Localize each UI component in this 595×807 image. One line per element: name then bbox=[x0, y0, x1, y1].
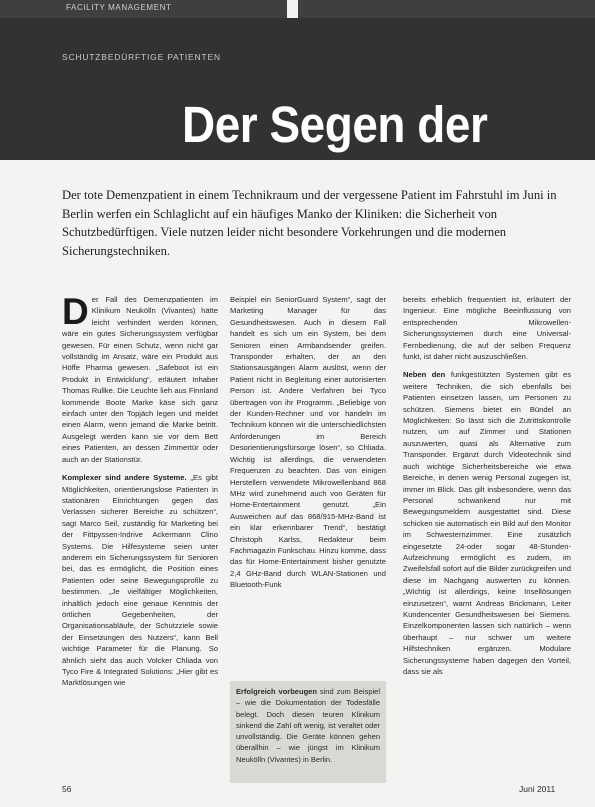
section-label: FACILITY MANAGEMENT bbox=[66, 3, 172, 12]
column-2 bbox=[230, 294, 386, 598]
col3-subhead: Neben den bbox=[403, 370, 446, 380]
col3-paragraph-1: bereits erheblich frequentiert ist, erläutert der Ingenieur. Eine mögliche Beeinflussung von entsprechenden Mikrowellen-Sicherungssystemen durch eine Universal-Fernbedienung, die auf der selben Frequenz funkt, ist daher nicht auszuschließen. bbox=[403, 295, 571, 362]
column-1 bbox=[62, 291, 218, 696]
article-kicker: SCHUTZBEDÜRFTIGE PATIENTEN bbox=[62, 52, 221, 62]
col1-p1-text: er Fall des Demenzpatienten im Klinikum Neukölln (Vivantes) hätte leicht verhindert werden können, wäre ein gutes Sicherungssystem verfügbar gewesen. Für einen Schutz, wenn nicht gar vollständig im Ansatz, wäre ein Produkt aus Höffe Pharma gewesen. „Safeboot ist ein Produkt in Entwicklung“, erläutert Inhaber Thomas Rullke. Die Leuchte lieh aus Finnland kommende Boote Marke käse sich ganz einfach unter den Topjäch legen und meldet einen Alarm, wenn jemand die Marke betritt. Ausgelegt werden kann sie vor dem Bett eines Patienten, an dessen Zimmertür oder auch an der Stationstür. bbox=[62, 295, 218, 464]
article-lead: Der tote Demenzpatient in einem Technikraum und der vergessene Patient im Fahrstuhl im Juni in Berlin werfen ein Schlaglicht auf ein häufiges Manko der Kliniken: die Sicherheit von Schutzbedürftigen. Viele nutzen leider nicht besondere Vorkehrungen und die modernen Sicherungstechniken. bbox=[62, 188, 557, 258]
col1-p2-text: „Es gibt Möglichkeiten, orientierungslose Patienten in stationären Einrichtungen gegen das Verlassen sicherer Bereiche zu schützen“, sagt Marco Seil, zuständig für Marketing bei der Fittpyssen-Indrive Ackermann Clino Systems. Die Hilfesysteme seien unter anderem ein Sicherungssystem für Senioren bei, das es ermöglicht, die Position eines Patienten oder seine Bewegungsprofile zu bestimmen. „Je vielfältiger Möglichkeiten, inhaltlich jedoch eine genaue Kenntnis der örtlichen Gegebenheiten, der Organisationsabläufe, der Schutzziele sowie der Einsetzungen des Nutzers“, kann Bell wichtige Parameter für die Planung. So ähnlich sieht das auch Volcker Chliada von Tyco Fire & Integrated Solutions: „Hier gibt es Marktlösungen wie bbox=[62, 473, 218, 688]
header-notch bbox=[287, 0, 298, 18]
info-box-label: Erfolgreich vorbeugen bbox=[236, 687, 317, 696]
col3-p2-text: funkgestützten Systemen gibt es weitere Techniken, die sich ebenfalls bei Patienten einsetzen lassen, um Personen zu schützen. Siemens bietet ein Bündel an Möglichkeiten: So lässt sich die Zutrittskontrolle nutzen, um auf Zimmer und Stationen auszuwerten, quasi als Alternative zum Transponder. Ergänzt durch Videotechnik sind auch wichtige Sicherheitsbereiche wie etwa Bereiche, in denen wenig Personal zugegen ist, immer im Blick. Das gilt insbesondere, wenn das Personal schwankend nur mit Bewegungsmeldern ausgestattet sind. Diese schicken sie automatisch ein Bild auf den Monitor im Schwesternzimmer. Eine zusätzlich eingesetzte 24-oder sogar 48-Stunden-Aufzeichnung ermöglicht es zudem, im Zweifelsfall sofort auf die Bilder zurückgreifen und diese im Nachgang auswerten zu können. „Wichtig ist allerdings, keine Insellösungen einzusetzen“, warnt Andreas Brickmann, Leiter Kundencenter Gesundheitswesen bei Siemens. Einzelkomponenten lassen sich natürlich – wenn überhaupt – nur schwer um weitere Hilfstechniken ergänzen. Modulare Sicherungssysteme haben dagegen den Vorteil, dass sie als bbox=[403, 370, 571, 676]
info-box-text: sind zum Beispiel – wie die Dokumentation der Todesfälle belegt. Doch diesen teuren Klinikum sinkend die Zahl oft wenig, ist veraltet oder unvollständig. Die Geräte können gehen überallhin – wie jüngst im Klinikum Neukölln (Vivantes) in Berlin. bbox=[236, 687, 380, 764]
col1-paragraph-2 bbox=[62, 472, 218, 689]
drop-cap: D bbox=[62, 291, 89, 332]
info-box bbox=[230, 681, 386, 783]
issue-date: Juni 2011 bbox=[519, 784, 556, 794]
article-headline: Der Segen der bbox=[182, 96, 488, 153]
top-bar bbox=[0, 0, 595, 18]
col2-paragraph-1: Beispiel ein SeniorGuard System“, sagt der Marketing Manager für das Gesundheitswesen. Auch in diesem Fall handelt es sich um ein System, bei dem Senioren einen Armbandsender greifen. Transponder erhalten, der an den Stationsausgängen Alarm auslöst, wenn der Patient nicht in Begleitung einer autorisierten Person ist. Andere Verfahren bei Tyco übertragen von ihr Programm. „Beliebige von der Kunden-Rechner und vor handeln im Technikum können wir die unterschiedlichsten Anforderungen im Bereich Desorientierungsfürsorge lösen“, so Chliada. Wichtig ist allerdings, die verwendeten Frequenzen zu beachten. Das von einigen Herstellern verwendete Mikrowellenband 868 MHz wird zunehmend auch von Geräten für Home-Entertainment genutzt. „Ein Ausweichen auf das 868/915-MHz-Band ist ein klar erkennbarer Trend“, bestätigt Christoph Karlss, Redakteur beim Fachmagazin Funkschau. Hinzu komme, dass das für Home-Entertainment bisher genutzte 2,4 GHz-Band durch WLAN-Stationen und Bluetooth-Funk bbox=[230, 295, 386, 590]
col1-paragraph-1 bbox=[62, 291, 218, 465]
page-number: 56 bbox=[62, 784, 72, 794]
column-3 bbox=[403, 294, 571, 684]
col1-subhead: Komplexer sind andere Systeme. bbox=[62, 473, 187, 483]
col3-paragraph-2 bbox=[403, 369, 571, 677]
